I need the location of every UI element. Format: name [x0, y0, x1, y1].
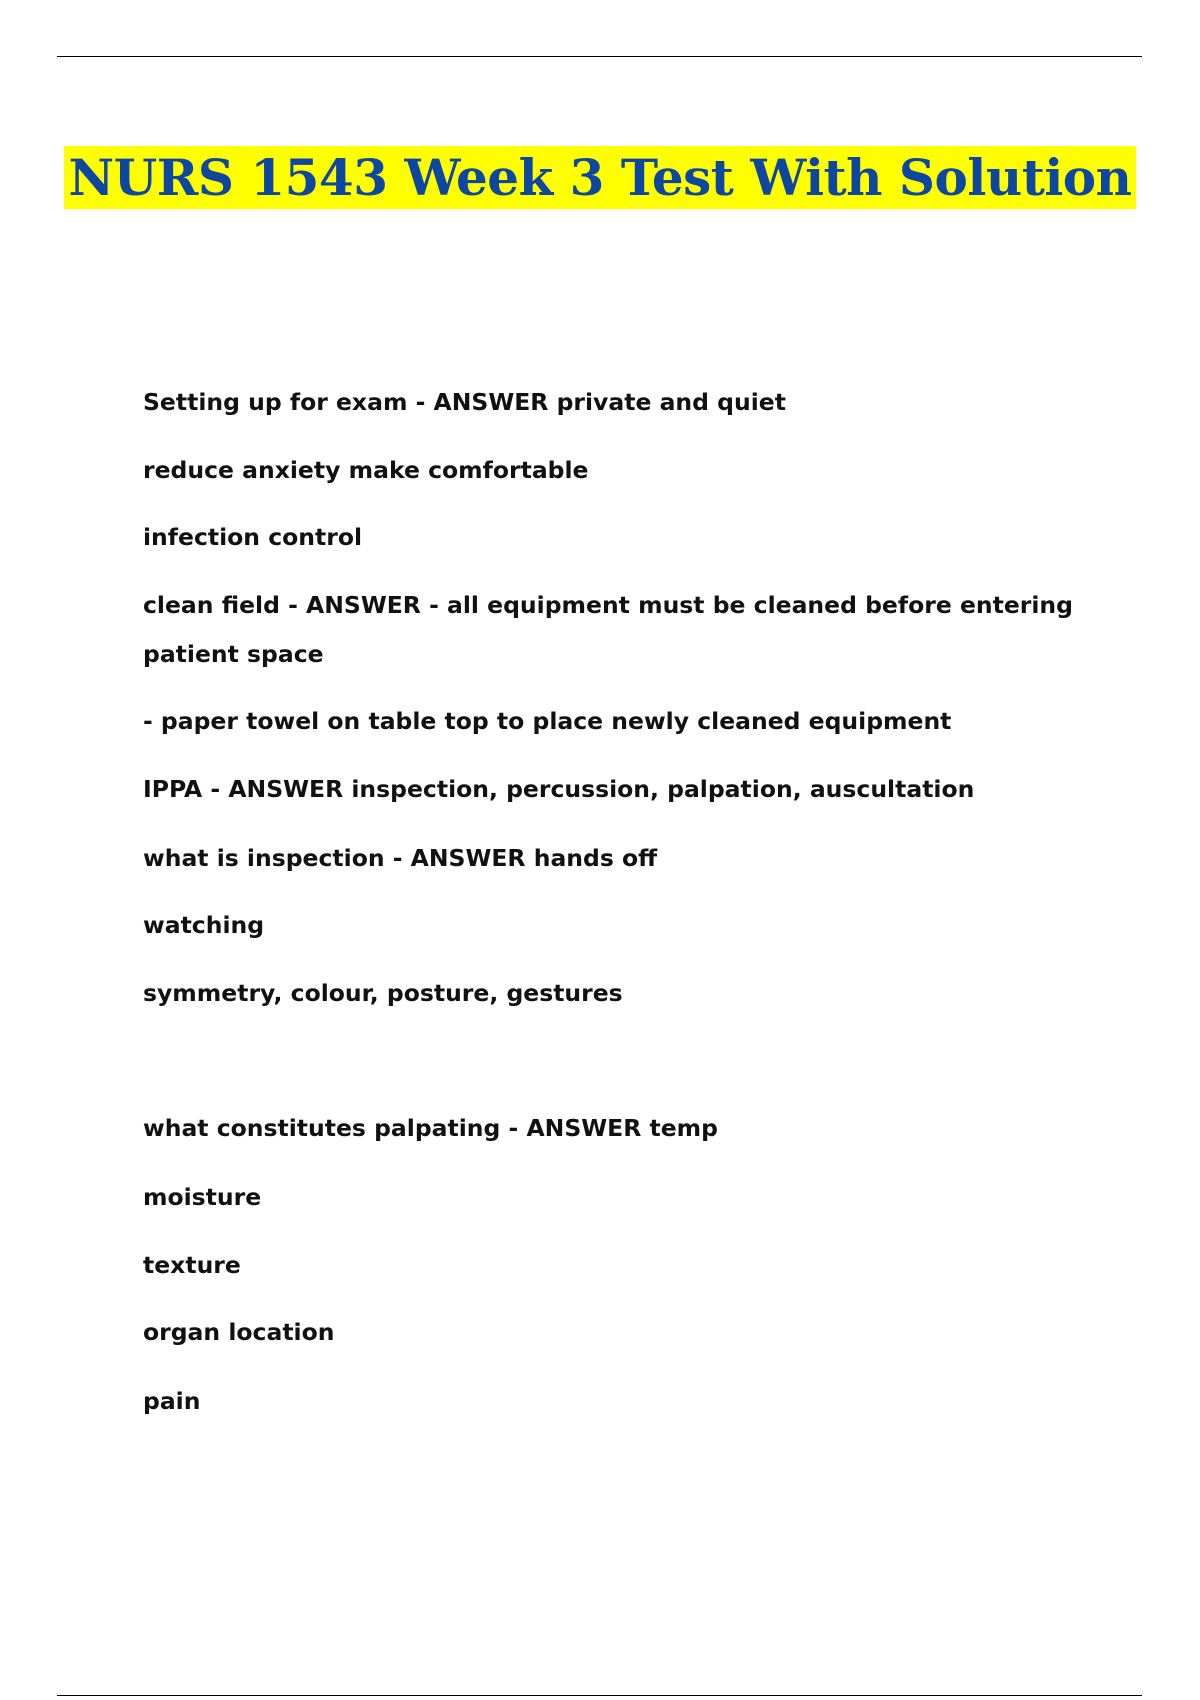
text-line: reduce anxiety make comfortable — [143, 456, 589, 484]
text-line: organ location — [143, 1318, 335, 1346]
text-line: watching — [143, 911, 265, 939]
text-line: what constitutes palpating - ANSWER temp — [143, 1114, 718, 1142]
text-line: clean field - ANSWER - all equipment must be cleaned before entering — [143, 591, 1073, 619]
text-line: symmetry, colour, posture, gestures — [143, 979, 623, 1007]
text-line: pain — [143, 1387, 201, 1415]
text-line: - paper towel on table top to place newly cleaned equipment — [143, 707, 952, 735]
text-line: what is inspection - ANSWER hands off — [143, 844, 658, 872]
text-line: moisture — [143, 1183, 262, 1211]
text-line: texture — [143, 1251, 241, 1279]
text-line: Setting up for exam - ANSWER private and quiet — [143, 388, 786, 416]
text-line: IPPA - ANSWER inspection, percussion, palpation, auscultation — [143, 775, 975, 803]
text-line: patient space — [143, 640, 324, 668]
text-line: infection control — [143, 523, 363, 551]
title-highlight: NURS 1543 Week 3 Test With Solution — [64, 146, 1135, 209]
bottom-rule — [57, 1695, 1142, 1696]
